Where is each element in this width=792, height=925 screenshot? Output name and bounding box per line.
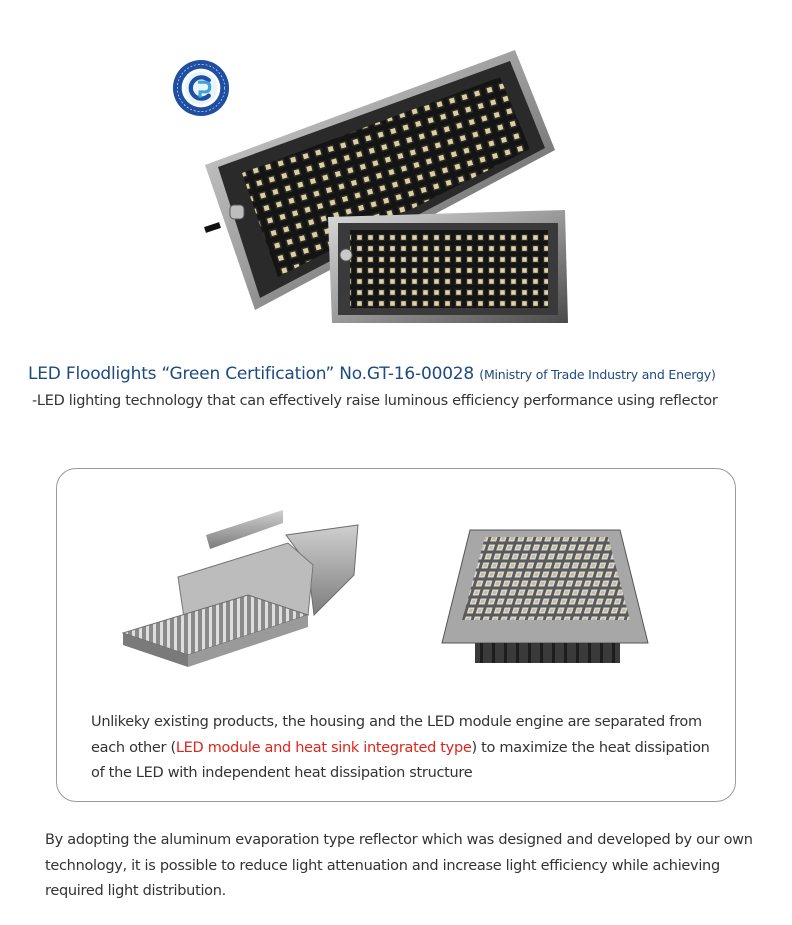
certification-title: LED Floodlights “Green Certification” No.GT-16-00028 bbox=[28, 364, 475, 384]
reflector-description: By adopting the aluminum evaporation type reflector which was designed and developed by our own technology, it is possible to reduce light attenuation and increase light efficiency while achieving required light distribution. bbox=[45, 832, 753, 899]
led-floodlight-product-image bbox=[200, 45, 570, 330]
integrated-type-highlight: LED module and heat sink integrated type bbox=[175, 739, 472, 756]
description-text-before: Unlikeky existing products, the housing and the LED module engine are separated from each other ( bbox=[91, 714, 702, 756]
separated-structure-description bbox=[91, 710, 721, 787]
certification-heading bbox=[28, 364, 788, 384]
description-text-after: ) to maximize the heat dissipation of the LED with independent heat dissipation structure bbox=[91, 739, 710, 781]
certification-authority: (Ministry of Trade Industry and Energy) bbox=[479, 367, 716, 382]
technology-tagline: -LED lighting technology that can effectively raise luminous efficiency performance using reflector bbox=[32, 393, 718, 409]
housing-heatsink-image bbox=[118, 505, 366, 675]
led-module-engine-image bbox=[440, 525, 650, 665]
